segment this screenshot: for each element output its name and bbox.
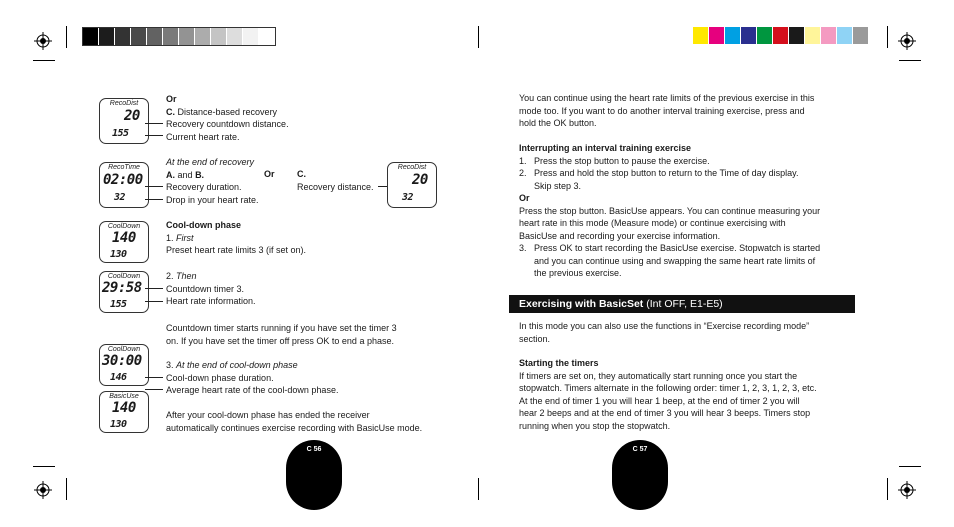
calibration-swatch	[115, 28, 131, 45]
calibration-swatch	[837, 27, 853, 44]
section-title-bold: Exercising with BasicSet	[519, 298, 644, 310]
calibration-swatch	[195, 28, 211, 45]
calibration-swatch	[693, 27, 709, 44]
recovery-distance-text: Recovery distance.	[297, 181, 374, 192]
mode-paragraph	[519, 320, 859, 345]
crop-mark	[887, 26, 888, 48]
calibration-swatch	[99, 28, 115, 45]
crop-mark	[899, 466, 921, 467]
or-label: Or	[519, 193, 530, 203]
calibration-swatch	[131, 28, 147, 45]
watch-sub-value: 32	[114, 192, 126, 203]
calibration-swatch	[773, 27, 789, 44]
calibration-swatch	[805, 27, 821, 44]
crop-mark	[478, 26, 479, 48]
watch-mode-label: RecoDist	[109, 100, 139, 107]
calibration-swatch	[83, 28, 99, 45]
section-header-band	[509, 295, 855, 313]
watch-sub-value: 130	[110, 249, 127, 260]
recovery-distance-block	[297, 168, 387, 193]
intro-line: hold the OK button.	[519, 118, 597, 128]
watch-mode-label: RecoDist	[397, 164, 427, 171]
page-number-badge	[286, 440, 342, 510]
watch-main-value: 140	[112, 230, 136, 246]
calibration-swatch	[789, 27, 805, 44]
c-mid-label: C.	[297, 169, 306, 179]
calibration-swatch	[163, 28, 179, 45]
timers-line: running when you stop the stopwatch.	[519, 420, 671, 431]
or-para-line: Press the stop button. BasicUse appears. You can continue measuring your	[519, 205, 821, 216]
leader-line	[145, 186, 163, 187]
calibration-swatch	[725, 27, 741, 44]
drop-hr-text: Drop in your heart rate.	[166, 194, 259, 205]
hr-info-text: Heart rate information.	[166, 296, 256, 306]
crop-mark	[478, 478, 479, 500]
watch-display-cooldown-3	[99, 344, 149, 386]
leader-line	[145, 389, 163, 390]
watch-sub-value: 155	[110, 299, 127, 310]
countdown-timer3-text: Countdown timer 3.	[166, 283, 245, 294]
then-line: 2. Then	[166, 271, 197, 281]
registration-mark-icon	[34, 32, 52, 50]
page-number: C 56	[306, 446, 322, 453]
cooldown-then-block	[166, 270, 426, 308]
first-line: 1. First	[166, 232, 194, 243]
crop-mark	[33, 60, 55, 61]
or-para-line: BasicUse and recording your exercise information.	[519, 230, 721, 241]
leader-line	[145, 199, 163, 200]
or-para-line: heart rate in this mode (Measure mode) or continue exercising with	[519, 218, 786, 228]
end-of-recovery-block	[166, 156, 306, 206]
watch-sub-value: 32	[402, 192, 414, 203]
timers-line: If timers are set on, they automatically start running once you start the	[519, 370, 798, 381]
intro-paragraph	[519, 92, 859, 130]
leader-line	[145, 123, 163, 124]
timers-line: stopwatch. Timers alternate in the following order: timer 1, 2, 3, 1, 2, 3, etc.	[519, 383, 817, 393]
crop-mark	[66, 26, 67, 48]
watch-display-recodist	[99, 98, 149, 144]
registration-mark-icon	[898, 481, 916, 499]
cooldown-duration-text: Cool-down phase duration.	[166, 372, 274, 383]
distance-recovery-line: C. Distance-based recovery	[166, 106, 278, 117]
recovery-duration-text: Recovery duration.	[166, 182, 242, 192]
or-label: Or	[166, 94, 177, 104]
intro-line: You can continue using the heart rate limits of the previous exercise in this	[519, 93, 815, 103]
interrupt-heading: Interrupting an interval training exercise	[519, 143, 692, 153]
registration-mark-icon	[898, 32, 916, 50]
intro-line: mode too. If you want to do another interval training exercise, press and	[519, 105, 805, 116]
timers-heading: Starting the timers	[519, 358, 599, 368]
watch-display-cooldown-2	[99, 271, 149, 313]
timers-line: At the end of timer 1 you will hear 1 beep, at the end of timer 2 you will	[519, 395, 800, 406]
watch-mode-label: CoolDown	[107, 346, 141, 353]
calibration-swatch	[147, 28, 163, 45]
calibration-swatch	[709, 27, 725, 44]
recovery-c-block	[166, 93, 366, 143]
watch-main-value: 140	[112, 400, 136, 416]
calibration-swatch	[853, 27, 869, 44]
watch-display-basicuse	[99, 391, 149, 433]
timers-section	[519, 357, 864, 432]
countdown-paragraph	[166, 322, 456, 347]
section-title-rest: (Int OFF, E1-E5)	[643, 298, 723, 310]
calibration-swatch	[757, 27, 773, 44]
watch-main-value: 30:00	[102, 353, 142, 369]
page-number-badge	[612, 440, 668, 510]
watch-display-cooldown-1	[99, 221, 149, 263]
watch-main-value: 29:58	[102, 280, 142, 296]
leader-line	[145, 301, 163, 302]
calibration-swatch	[821, 27, 837, 44]
timers-line: hear 2 beeps and at the end of timer 3 you will hear 3 beeps. Timers stop	[519, 408, 811, 418]
preset-hr-text: Preset heart rate limits 3 (if set on).	[166, 245, 307, 255]
watch-display-recotime	[99, 162, 149, 208]
registration-mark-icon	[34, 481, 52, 499]
watch-sub-value: 155	[112, 128, 129, 139]
calibration-swatch	[211, 28, 227, 45]
calibration-swatch	[741, 27, 757, 44]
after-para-line: After your cool-down phase has ended the receiver	[166, 410, 370, 420]
avg-hr-text: Average heart rate of the cool-down phase.	[166, 385, 339, 395]
cooldown-first-block	[166, 219, 426, 257]
countdown-para-line: on. If you have set the timer off press OK to end a phase.	[166, 335, 394, 346]
watch-sub-value: 130	[110, 419, 127, 430]
crop-mark	[887, 478, 888, 500]
step-2: 2. Press and hold the stop button to return to the Time of day display. Skip step 3.	[519, 168, 799, 191]
mode-line: section.	[519, 333, 551, 344]
recovery-countdown-text: Recovery countdown distance.	[166, 119, 289, 129]
or-mid-label: Or	[264, 169, 275, 179]
interrupt-section	[519, 142, 859, 280]
step-3: 3. Press OK to start recording the BasicUse exercise. Stopwatch is started and you can continue using and swapping the same heart rate limits of the previous exercise.	[519, 243, 821, 278]
color-calibration-bar	[693, 27, 869, 44]
step-1: 1. Press the stop button to pause the exercise.	[519, 155, 710, 166]
current-hr-text: Current heart rate.	[166, 131, 240, 142]
cooldown-heading: Cool-down phase	[166, 220, 241, 230]
after-para-line: automatically continues exercise recording with BasicUse mode.	[166, 422, 423, 433]
end-cooldown-block	[166, 359, 436, 397]
calibration-swatch	[179, 28, 195, 45]
after-cooldown-paragraph	[166, 409, 456, 434]
crop-mark	[899, 60, 921, 61]
end-cooldown-line: 3. At the end of cool-down phase	[166, 360, 298, 370]
watch-display-recodist-2	[387, 162, 437, 208]
crop-mark	[33, 466, 55, 467]
watch-mode-label: CoolDown	[107, 223, 141, 230]
grayscale-calibration-bar	[82, 27, 276, 46]
watch-mode-label: BasicUse	[109, 393, 139, 400]
watch-sub-value: 146	[110, 372, 127, 383]
leader-line	[145, 135, 163, 136]
calibration-swatch	[259, 28, 275, 45]
mode-line: In this mode you can also use the functions in “Exercise recording mode”	[519, 321, 810, 331]
a-and-b-line: A. and B.	[166, 169, 205, 180]
calibration-swatch	[243, 28, 259, 45]
watch-main-value: 20	[124, 108, 140, 124]
end-of-recovery-label: At the end of recovery	[166, 157, 255, 167]
crop-mark	[66, 478, 67, 500]
countdown-para-line: Countdown timer starts running if you have set the timer 3	[166, 323, 397, 333]
leader-line	[145, 288, 163, 289]
watch-main-value: 02:00	[103, 172, 143, 188]
watch-main-value: 20	[412, 172, 428, 188]
leader-line	[145, 377, 163, 378]
calibration-swatch	[227, 28, 243, 45]
watch-mode-label: RecoTime	[108, 164, 140, 171]
watch-mode-label: CoolDown	[107, 273, 141, 280]
page-number: C 57	[632, 446, 648, 453]
